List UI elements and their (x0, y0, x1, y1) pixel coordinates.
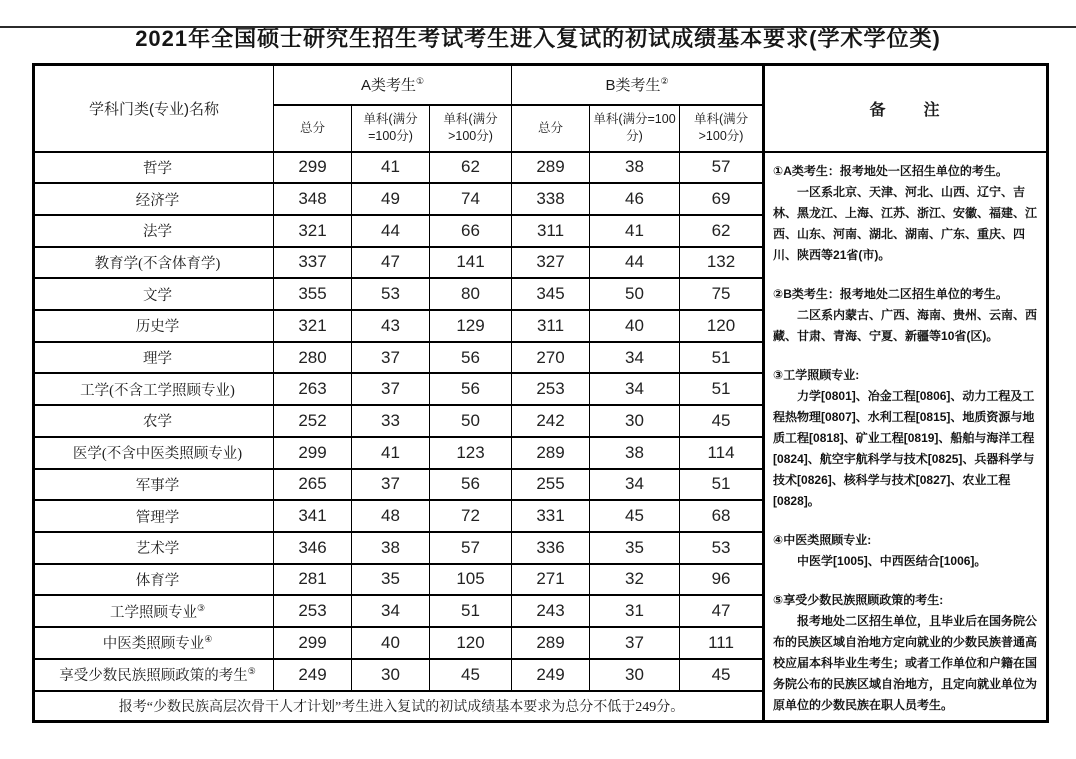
score-cell: 355 (274, 278, 352, 310)
score-cell: 51 (680, 342, 764, 374)
score-cell: 37 (352, 373, 430, 405)
subject-name-cell: 经济学 (34, 183, 274, 215)
table-row (34, 437, 764, 469)
score-cell: 281 (274, 564, 352, 596)
score-cell: 270 (512, 342, 590, 374)
table-row (34, 278, 764, 310)
group-a-footnote-mark: ① (415, 76, 425, 87)
score-cell: 111 (680, 627, 764, 659)
score-cell: 271 (512, 564, 590, 596)
score-cell: 47 (352, 247, 430, 279)
score-cell: 53 (680, 532, 764, 564)
subject-name-cell: 工学照顾专业③ (34, 595, 274, 627)
score-cell: 299 (274, 152, 352, 184)
score-cell: 32 (590, 564, 680, 596)
a-single100-header: 单科(满分=100分) (352, 105, 430, 152)
score-cell: 74 (430, 183, 512, 215)
group-b-label: B类考生 (605, 77, 661, 95)
score-cell: 44 (352, 215, 430, 247)
score-cell: 37 (352, 469, 430, 501)
score-cell: 38 (590, 437, 680, 469)
subject-name-cell: 农学 (34, 405, 274, 437)
b-singleover-header: 单科(满分>100分) (680, 105, 764, 152)
subject-name-cell: 管理学 (34, 500, 274, 532)
score-cell: 45 (430, 659, 512, 691)
score-cell: 255 (512, 469, 590, 501)
a-total-header: 总分 (274, 105, 352, 152)
score-cell: 40 (590, 310, 680, 342)
score-cell: 30 (590, 405, 680, 437)
remark-note (773, 590, 1038, 716)
score-cell: 348 (274, 183, 352, 215)
table-row (34, 215, 764, 247)
score-cell: 44 (590, 247, 680, 279)
score-cell: 62 (680, 215, 764, 247)
score-cell: 51 (680, 469, 764, 501)
score-cell: 34 (590, 373, 680, 405)
score-cell: 80 (430, 278, 512, 310)
score-cell: 45 (680, 405, 764, 437)
score-cell: 30 (352, 659, 430, 691)
score-cell: 51 (430, 595, 512, 627)
group-a-label: A类考生 (360, 77, 416, 95)
score-cell: 34 (590, 469, 680, 501)
table-row (34, 342, 764, 374)
score-cell: 51 (680, 373, 764, 405)
score-cell: 34 (352, 595, 430, 627)
subject-name-cell: 艺术学 (34, 532, 274, 564)
subject-name-cell: 教育学(不含体育学) (34, 247, 274, 279)
score-cell: 50 (430, 405, 512, 437)
score-cell: 72 (430, 500, 512, 532)
score-cell: 120 (430, 627, 512, 659)
subject-column-header: 学科门类(专业)名称 (34, 65, 274, 152)
score-cell: 253 (512, 373, 590, 405)
remark-note-body: 一区系北京、天津、河北、山西、辽宁、吉林、黑龙江、上海、江苏、浙江、安徽、福建、江西、山东、河南、湖北、湖南、广东、重庆、四川、陕西等21省(市)。 (773, 185, 1038, 262)
score-cell: 249 (512, 659, 590, 691)
subject-name-cell: 历史学 (34, 310, 274, 342)
b-total-header: 总分 (512, 105, 590, 152)
score-cell: 49 (352, 183, 430, 215)
score-cell: 75 (680, 278, 764, 310)
remark-note-lead: ②B类考生：报考地处二区招生单位的考生。 (773, 287, 1008, 301)
remark-note-body: 报考地处二区招生单位，且毕业后在国务院公布的民族区域自治地方定向就业的少数民族普通高校应届本科毕业生考生；或者工作单位和户籍在国务院公布的民族区域自治地方，且定向就业单位为原单位的少数民族在职人员考生。 (773, 614, 1038, 712)
a-singleover-header: 单科(满分>100分) (430, 105, 512, 152)
score-cell: 56 (430, 373, 512, 405)
score-cell: 345 (512, 278, 590, 310)
score-cell: 37 (590, 627, 680, 659)
score-cell: 45 (680, 659, 764, 691)
score-cell: 252 (274, 405, 352, 437)
score-cell: 311 (512, 215, 590, 247)
score-cell: 299 (274, 627, 352, 659)
score-cell: 336 (512, 532, 590, 564)
footer-note-row (34, 691, 764, 722)
score-cell: 62 (430, 152, 512, 184)
score-cell: 53 (352, 278, 430, 310)
table-row (34, 500, 764, 532)
score-cell: 66 (430, 215, 512, 247)
score-cell: 50 (590, 278, 680, 310)
score-cell: 331 (512, 500, 590, 532)
score-cell: 57 (680, 152, 764, 184)
subject-name-cell: 军事学 (34, 469, 274, 501)
score-cell: 346 (274, 532, 352, 564)
table-row (34, 564, 764, 596)
subject-name-cell: 哲学 (34, 152, 274, 184)
minority-plan-note: 报考“少数民族高层次骨干人才计划”考生进入复试的初试成绩基本要求为总分不低于249分。 (34, 691, 764, 722)
score-cell: 105 (430, 564, 512, 596)
remark-note-lead: ①A类考生：报考地处一区招生单位的考生。 (773, 164, 1008, 178)
remark-note-lead: ③工学照顾专业: (773, 368, 860, 382)
score-cell: 253 (274, 595, 352, 627)
group-a-header (274, 65, 512, 105)
score-cell: 280 (274, 342, 352, 374)
score-cell: 263 (274, 373, 352, 405)
subject-name-cell: 体育学 (34, 564, 274, 596)
score-cell: 34 (590, 342, 680, 374)
subject-footnote-mark: ⑤ (247, 666, 256, 677)
remark-note (773, 161, 1038, 266)
score-cell: 35 (352, 564, 430, 596)
score-cell: 265 (274, 469, 352, 501)
score-cell: 38 (352, 532, 430, 564)
score-cell: 120 (680, 310, 764, 342)
subject-footnote-mark: ③ (196, 602, 206, 613)
score-cell: 289 (512, 437, 590, 469)
score-cell: 68 (680, 500, 764, 532)
subject-footnote-mark: ④ (204, 634, 213, 645)
table-row (34, 310, 764, 342)
score-cell: 38 (590, 152, 680, 184)
score-cell: 289 (512, 152, 590, 184)
score-cell: 123 (430, 437, 512, 469)
score-cell: 45 (590, 500, 680, 532)
subject-name-cell: 工学(不含工学照顾专业) (34, 373, 274, 405)
b-single100-header: 单科(满分=100分) (590, 105, 680, 152)
score-cell: 40 (352, 627, 430, 659)
score-cell: 31 (590, 595, 680, 627)
remark-note-body: 中医学[1005]、中西医结合[1006]。 (797, 554, 987, 568)
score-cell: 321 (274, 215, 352, 247)
score-cell: 289 (512, 627, 590, 659)
table-row (34, 152, 764, 184)
score-cell: 41 (590, 215, 680, 247)
subject-name-cell: 享受少数民族照顾政策的考生⑤ (34, 659, 274, 691)
score-cell: 57 (430, 532, 512, 564)
remarks-title: 备 注 (765, 66, 1046, 153)
table-row (34, 183, 764, 215)
score-cell: 46 (590, 183, 680, 215)
score-cell: 337 (274, 247, 352, 279)
remark-note-lead: ⑤享受少数民族照顾政策的考生: (773, 593, 944, 607)
table-layout (32, 63, 1048, 723)
header-group-row (34, 65, 764, 105)
score-cell: 30 (590, 659, 680, 691)
score-cell: 242 (512, 405, 590, 437)
score-cell: 141 (430, 247, 512, 279)
score-cell: 96 (680, 564, 764, 596)
score-cell: 43 (352, 310, 430, 342)
table-row (34, 627, 764, 659)
table-row (34, 373, 764, 405)
remark-note (773, 365, 1038, 512)
subject-name-cell: 法学 (34, 215, 274, 247)
remark-note (773, 284, 1038, 347)
score-cell: 56 (430, 342, 512, 374)
score-cell: 341 (274, 500, 352, 532)
score-cell: 243 (512, 595, 590, 627)
score-cell: 132 (680, 247, 764, 279)
table-row (34, 405, 764, 437)
score-cell: 299 (274, 437, 352, 469)
score-cell: 33 (352, 405, 430, 437)
remark-note-lead: ④中医类照顾专业: (773, 533, 872, 547)
remarks-panel (762, 63, 1049, 723)
subject-name-cell: 理学 (34, 342, 274, 374)
score-cell: 41 (352, 152, 430, 184)
page-title: 2021年全国硕士研究生招生考试考生进入复试的初试成绩基本要求(学术学位类) (135, 26, 941, 51)
remarks-body (765, 153, 1046, 720)
score-cell: 47 (680, 595, 764, 627)
remark-note (773, 530, 1038, 572)
score-cell: 321 (274, 310, 352, 342)
top-horizontal-rule (0, 26, 1076, 28)
score-cell: 56 (430, 469, 512, 501)
group-b-header (512, 65, 764, 105)
score-cell: 35 (590, 532, 680, 564)
score-cell: 114 (680, 437, 764, 469)
group-b-footnote-mark: ② (660, 76, 669, 87)
subject-name-cell: 中医类照顾专业④ (34, 627, 274, 659)
score-cell: 69 (680, 183, 764, 215)
score-cell: 37 (352, 342, 430, 374)
score-cell: 41 (352, 437, 430, 469)
score-cell: 327 (512, 247, 590, 279)
subject-name-cell: 文学 (34, 278, 274, 310)
remark-note-body: 二区系内蒙古、广西、海南、贵州、云南、西藏、甘肃、青海、宁夏、新疆等10省(区)。 (773, 308, 1038, 343)
scores-table (32, 63, 765, 723)
table-row (34, 532, 764, 564)
score-cell: 48 (352, 500, 430, 532)
table-row (34, 247, 764, 279)
score-cell: 338 (512, 183, 590, 215)
table-row (34, 595, 764, 627)
remark-note-body: 力学[0801]、冶金工程[0806]、动力工程及工程热物理[0807]、水利工程[0815]、地质资源与地质工程[0818]、矿业工程[0819]、船舶与海洋工程[0824]、航空宇航科学与技术[0825]、兵器科学与技术[0826]、核科学与技术[0827]、农业工程[0828]。 (773, 389, 1035, 508)
score-cell: 311 (512, 310, 590, 342)
table-row (34, 469, 764, 501)
subject-name-cell: 医学(不含中医类照顾专业) (34, 437, 274, 469)
score-cell: 129 (430, 310, 512, 342)
table-row (34, 659, 764, 691)
score-cell: 249 (274, 659, 352, 691)
